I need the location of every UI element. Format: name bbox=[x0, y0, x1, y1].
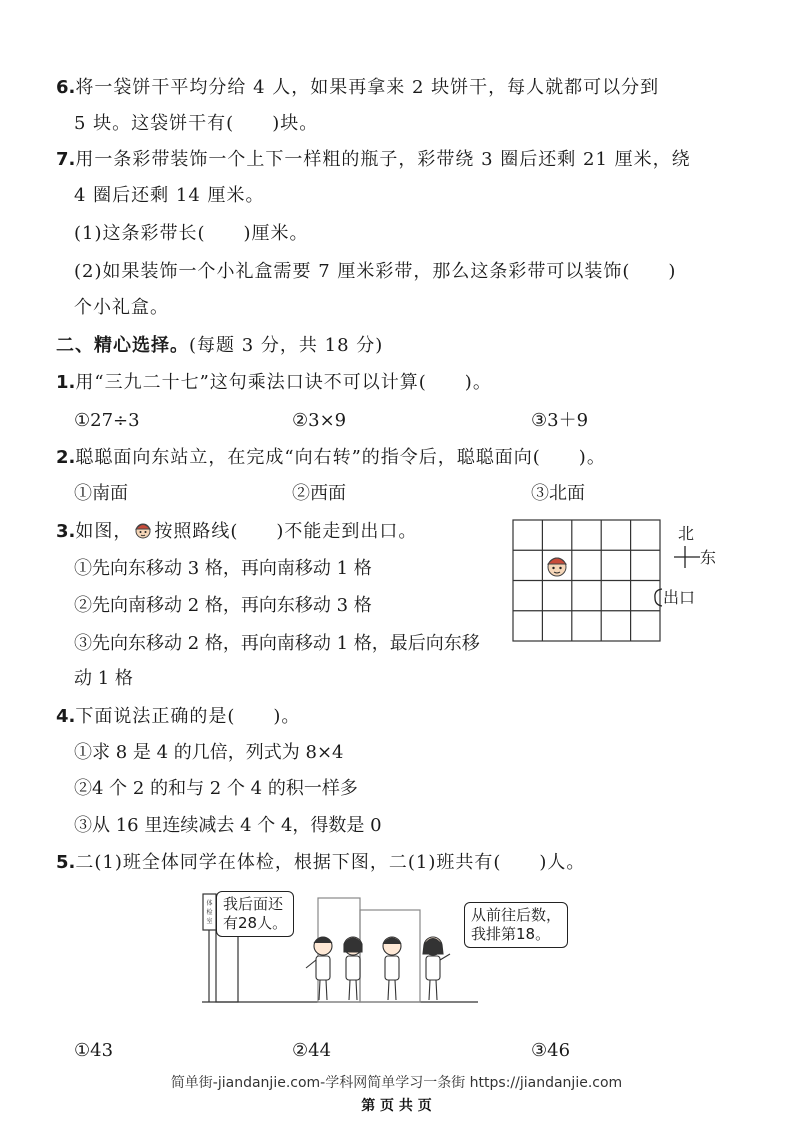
c1-number: 1. bbox=[56, 372, 76, 393]
c3-text-after: 按照路线( )不能走到出口。 bbox=[154, 521, 418, 542]
c2-option-2: ②西面 bbox=[292, 483, 346, 504]
section2-title: 二、精心选择。 bbox=[56, 335, 189, 356]
q6-line1 bbox=[56, 76, 659, 100]
c2-option-3: ③北面 bbox=[531, 483, 585, 504]
compass-east-label: 东 bbox=[700, 548, 717, 567]
q7-number: 7. bbox=[56, 149, 76, 170]
child-figure-3 bbox=[383, 937, 401, 1000]
c3-option-3-cont: 动 1 格 bbox=[74, 668, 133, 689]
c5-option-1: ①43 bbox=[74, 1040, 114, 1061]
bubble-left-line1: 我后面还 bbox=[223, 895, 284, 913]
c5-text: 二(1)班全体同学在体检，根据下图，二(1)班共有( )人。 bbox=[75, 852, 586, 873]
c3-question bbox=[56, 520, 417, 544]
q6-text-1: 将一袋饼干平均分给 4 人，如果再拿来 2 块饼干，每人就都可以分到 bbox=[75, 77, 660, 98]
route-grid bbox=[512, 519, 662, 643]
c4-option-1: ①求 8 是 4 的几倍，列式为 8×4 bbox=[74, 742, 344, 763]
child-figure-2 bbox=[344, 937, 362, 1000]
c3-option-3: ③先向东移动 2 格，再向南移动 1 格，最后向东移 bbox=[74, 633, 480, 654]
c2-question bbox=[56, 446, 606, 470]
q6-number: 6. bbox=[56, 77, 76, 98]
compass-north-label: 北 bbox=[678, 524, 695, 543]
sign-char-1: 体 bbox=[206, 900, 213, 907]
speech-bubble-right bbox=[464, 902, 568, 948]
q7-line2: 4 圈后还剩 14 厘米。 bbox=[74, 185, 265, 206]
c5-question bbox=[56, 851, 585, 875]
q7-sub2-line1: (2)如果装饰一个小礼盒需要 7 厘米彩带，那么这条彩带可以装饰( ) bbox=[74, 261, 677, 282]
c3-number: 3. bbox=[56, 521, 76, 542]
q7-line1 bbox=[56, 148, 691, 172]
c1-question bbox=[56, 371, 492, 395]
section2-header bbox=[56, 334, 383, 358]
c4-option-2: ②4 个 2 的和与 2 个 4 的积一样多 bbox=[74, 778, 358, 799]
grid-character-icon bbox=[548, 558, 566, 576]
sign-char-3: 室 bbox=[206, 918, 213, 925]
c3-text-before: 如图， bbox=[75, 521, 133, 542]
footer-site: 简单街-jiandanjie.com-学科网简单学习一条街 https://jiandanjie.com bbox=[170, 1075, 623, 1091]
q6-line2: 5 块。这袋饼干有( )块。 bbox=[74, 113, 319, 134]
c4-text: 下面说法正确的是( )。 bbox=[75, 706, 301, 727]
child-figure-4 bbox=[423, 937, 450, 1000]
c4-number: 4. bbox=[56, 706, 76, 727]
c5-option-3: ③46 bbox=[531, 1040, 571, 1061]
c5-option-2: ②44 bbox=[292, 1040, 332, 1061]
q7-sub2-line2: 个小礼盒。 bbox=[74, 297, 169, 318]
c4-question bbox=[56, 705, 300, 729]
q7-text-1: 用一条彩带装饰一个上下一样粗的瓶子，彩带绕 3 圈后还剩 21 厘米，绕 bbox=[75, 149, 691, 170]
c2-number: 2. bbox=[56, 447, 76, 468]
c3-option-1: ①先向东移动 3 格，再向南移动 1 格 bbox=[74, 558, 372, 579]
c1-option-3: ③3＋9 bbox=[531, 410, 589, 431]
bubble-right-line2: 我排第18。 bbox=[471, 925, 551, 943]
c1-option-2: ②3×9 bbox=[292, 410, 347, 431]
c2-option-1: ①南面 bbox=[74, 483, 128, 504]
c3-option-2: ②先向南移动 2 格，再向东移动 3 格 bbox=[74, 595, 372, 616]
speech-bubble-left bbox=[216, 891, 294, 937]
bubble-right-line1: 从前往后数， bbox=[471, 906, 562, 924]
footer-page: 第 页 共 页 bbox=[361, 1098, 432, 1114]
child-face-icon bbox=[132, 520, 154, 540]
q7-sub1: (1)这条彩带长( )厘米。 bbox=[74, 223, 309, 244]
bubble-left-line2: 有28人。 bbox=[223, 914, 288, 932]
section2-note: (每题 3 分，共 18 分) bbox=[189, 335, 384, 356]
compass-cross-icon bbox=[672, 544, 702, 570]
exit-label: 出口 bbox=[663, 588, 696, 607]
c4-option-3: ③从 16 里连续减去 4 个 4，得数是 0 bbox=[74, 815, 382, 836]
c1-text: 用“三九二十七”这句乘法口诀不可以计算( )。 bbox=[75, 372, 492, 393]
c2-text: 聪聪面向东站立，在完成“向右转”的指令后，聪聪面向( )。 bbox=[75, 447, 606, 468]
child-figure-1 bbox=[306, 937, 332, 1000]
c5-number: 5. bbox=[56, 852, 76, 873]
sign-char-2: 检 bbox=[206, 909, 213, 916]
c1-option-1: ①27÷3 bbox=[74, 410, 140, 431]
